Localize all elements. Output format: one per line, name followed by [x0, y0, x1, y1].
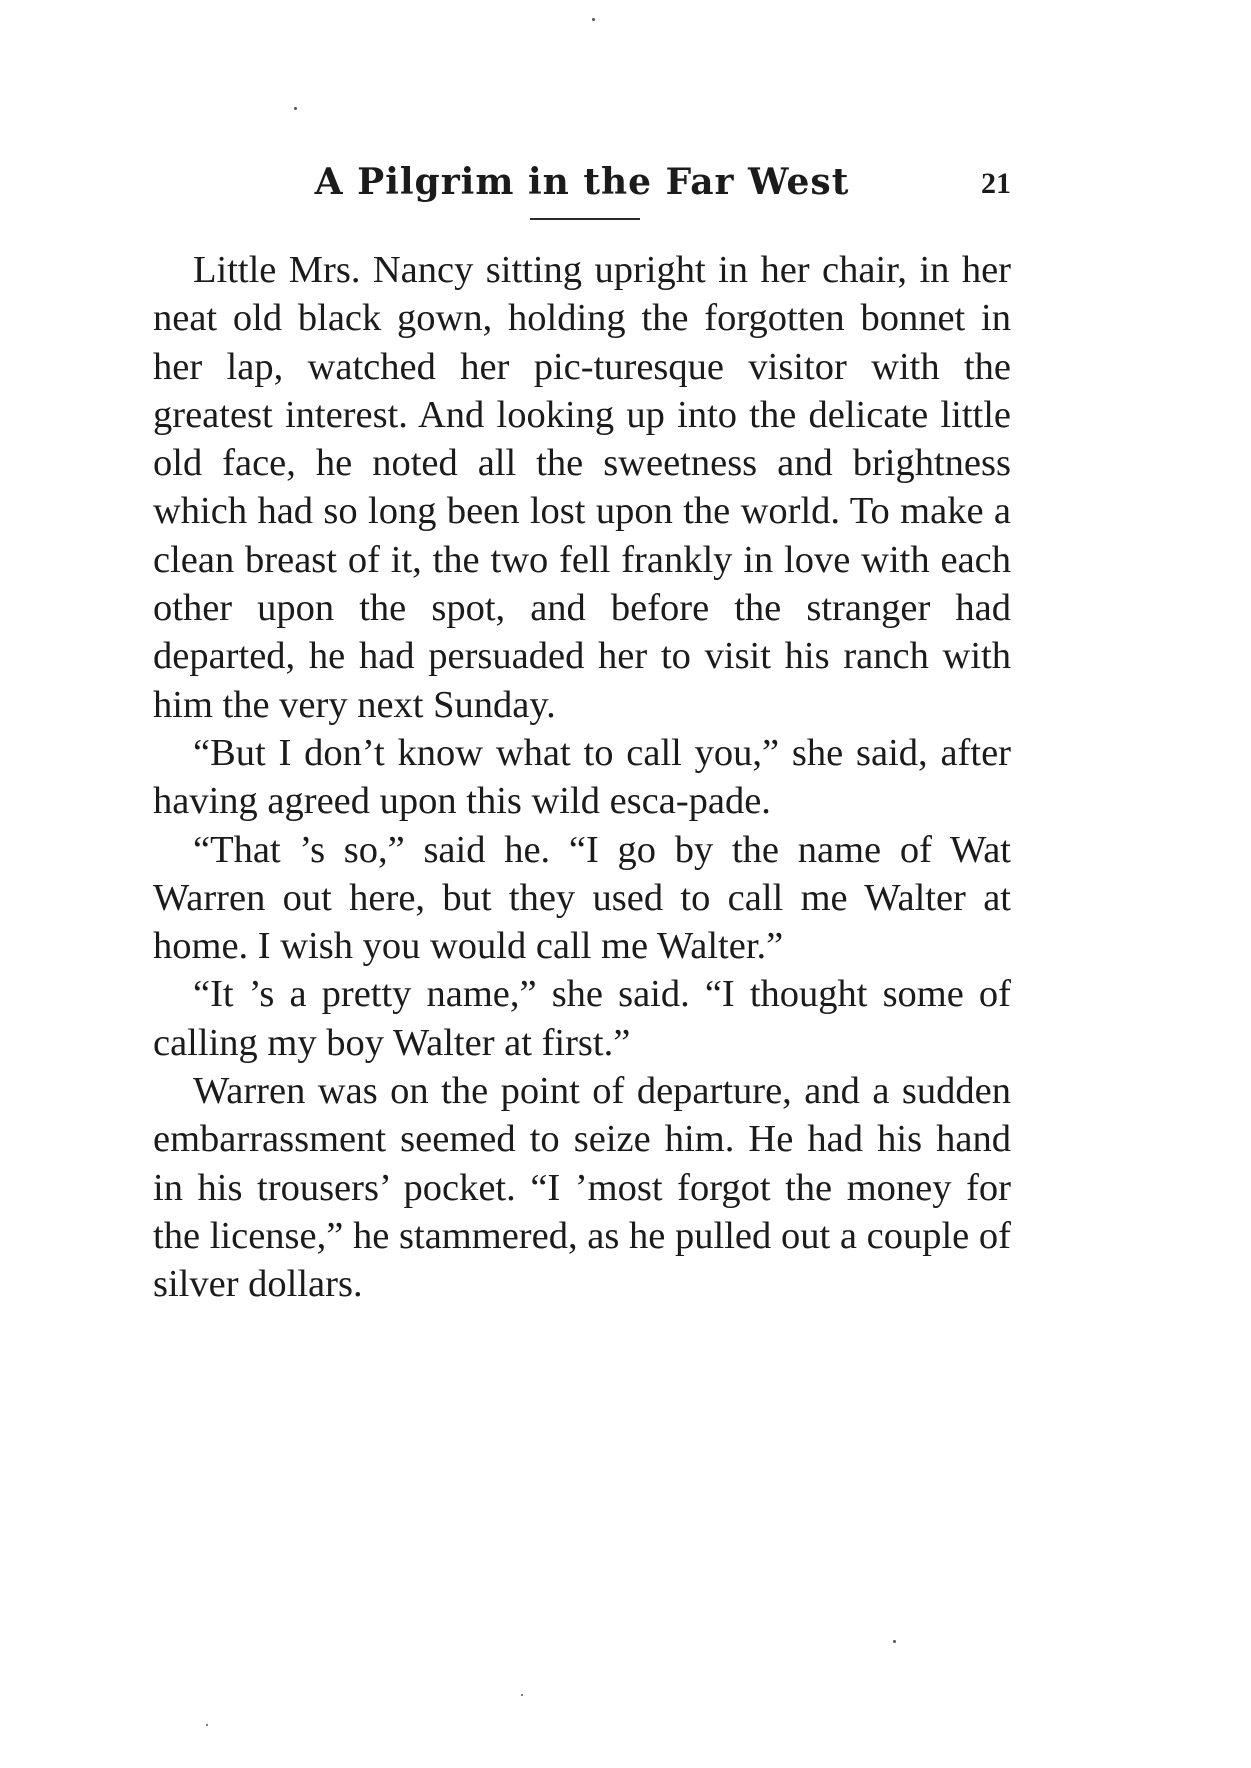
- body-text: [153, 246, 1011, 1309]
- scan-speck: [521, 1694, 523, 1696]
- page-header: [153, 158, 1011, 214]
- paragraph: “That ’s so,” said he. “I go by the name of Wat Warren out here, but they used to call me Walter at home. I wish you would call me Walter.”: [153, 828, 1011, 968]
- scan-speck: [893, 1640, 896, 1643]
- scan-speck: [206, 1724, 208, 1726]
- header-rule: [530, 218, 640, 220]
- paragraph: Warren was on the point of departure, and a sudden embarrassment seemed to seize him. He had his hand in his trousers’ pocket. “I ’most forgot the money for the license,” he stammered, as he pulled out a couple of silver dollars.: [153, 1070, 1011, 1306]
- paragraph: “But I don’t know what to call you,” she said, after having agreed upon this wild esca-pade.: [153, 731, 1011, 823]
- running-title: A Pilgrim in the Far West: [314, 161, 850, 203]
- page-number: 21: [981, 167, 1011, 200]
- scan-speck: [294, 107, 297, 110]
- paragraph: “It ’s a pretty name,” she said. “I thought some of calling my boy Walter at first.”: [153, 973, 1011, 1064]
- paragraph: Little Mrs. Nancy sitting upright in her chair, in her neat old black gown, holding the forgotten bonnet in her lap, watched her pic-turesque visitor with the greatest interest. And looking up into the delicate little old face, he noted all the sweetness and brightness which had so long been lost upon the world. To make a clean breast of it, the two fell frankly in love with each other upon the spot, and before the stranger had departed, he had persuaded her to visit his ranch with him the very next Sunday.: [153, 249, 1011, 726]
- scan-speck: [592, 18, 595, 21]
